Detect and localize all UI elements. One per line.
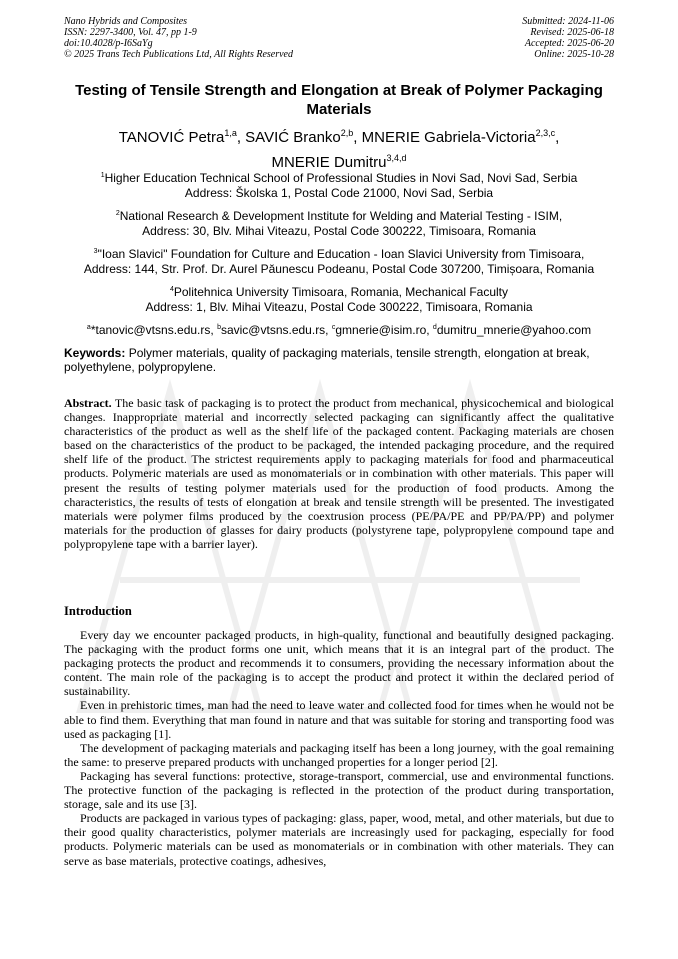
affiliation-line: National Research & Development Institute for Welding and Material Testing - ISIM,: [119, 209, 563, 223]
affiliation: [64, 282, 614, 315]
affiliation-line: "Ioan Slavici" Foundation for Culture and Education - Ioan Slavici University from Timisoara,: [97, 247, 585, 261]
journal-issn: ISSN: 2297-3400, Vol. 47, pp 1-9: [64, 27, 197, 38]
email-sup: b: [217, 324, 221, 331]
keywords-label: Keywords:: [64, 346, 126, 360]
paragraph: The development of packaging materials and packaging itself has been a long journey, with the goal remaining the same: to preserve prepared products with unchanged properties for a longer period [2].: [64, 740, 614, 769]
email-link[interactable]: gmnerie@isim.ro,: [335, 323, 430, 337]
affiliation-line: Higher Education Technical School of Professional Studies in Novi Sad, Novi Sad, Serbia: [104, 171, 578, 185]
affiliation-address: Address: 144, Str. Prof. Dr. Aurel Păunescu Podeanu, Postal Code 307200, Timișoara, Romania: [83, 262, 595, 276]
keywords-text: Polymer materials, quality of packaging materials, tensile strength, elongation at break, polyethylene, polypropylene.: [64, 346, 590, 374]
date-revised: Revised: 2025-06-18: [530, 27, 614, 38]
affiliation-address: Address: 30, Blv. Mihai Viteazu, Postal Code 300222, Timisoara, Romania: [142, 224, 536, 238]
date-accepted: Accepted: 2025-06-20: [524, 38, 614, 49]
journal-doi: doi:10.4028/p-I6SaYg: [64, 38, 153, 49]
affiliation-address: Address: Školska 1, Postal Code 21000, Novi Sad, Serbia: [184, 186, 494, 200]
affiliation-number: 4: [169, 286, 174, 293]
affiliations: [64, 168, 614, 338]
email-sup: a: [86, 324, 91, 331]
abstract-label: Abstract.: [64, 396, 112, 410]
section-heading-introduction: Introduction: [64, 604, 132, 618]
author-affil-sup: 1,a: [224, 128, 237, 138]
paper-title: Testing of Tensile Strength and Elongation at Break of Polymer Packaging Materials: [75, 82, 603, 118]
affiliation: [64, 244, 614, 277]
affiliation-number: 1: [100, 172, 105, 179]
author-list: TANOVIĆ Petra$^{1,a}$, SAVIĆ Branko$^{2,b}$, MNERIE Gabriela-Victoria$^{2,3,c}$, MNERIE Dumitru$^{3,4,d}$: [118, 128, 560, 171]
affiliation: [64, 168, 614, 201]
keywords: [64, 346, 614, 374]
paragraph: Packaging has several functions: protective, storage-transport, commercial, use and environmental functions. The protective function of the packaging is reflected in the protection of the product during transportation, storage, sale and its use [3].: [64, 768, 614, 812]
abstract-text: The basic task of packaging is to protect the product from mechanical, physicochemical and biological changes. Inappropriate material and incorrectly selected packaging can significantly affect the qualitative characteristics of the product as well as the shelf life of the packaged content. Packaging materials are chosen based on the characteristics of the product to be packaged, the intended packaging procedure, and the required shelf life of the product. The strictest requirements apply to packaging materials for food and pharmaceutical products. Polymeric materials are used as monomaterials or in combination with other materials. This paper will present the results of testing polymer materials used for the production of food products. Among the characteristics, the results of tests of elongation at break and tensile strength will be presented. The investigated materials were polymer films produced by the coextrusion process (PE/PA/PE and PP/PA/PP) and polymer materials for the production of glasses for dairy products (polystyrene tape, polypropylene compound tape and polypropylene tape with a barrier layer).: [64, 396, 614, 551]
email-sup: d: [432, 324, 437, 331]
author-name: MNERIE Dumitru: [271, 154, 387, 171]
paragraph: Every day we encounter packaged products, in high-quality, functional and beautifully designed packaging. The packaging with the product forms one unit, which means that it is an integral part of the product. The packaging protects the product and recommends it to consumers, providing the necessary information about the content. The main role of the packaging is to accept the product and protect it within the declared period of sustainability.: [64, 628, 614, 699]
introduction-body: [64, 628, 614, 868]
email-link[interactable]: *tanovic@vtsns.edu.rs,: [90, 323, 214, 337]
author-name: MNERIE Gabriela-Victoria: [361, 129, 536, 146]
author-name: TANOVIĆ Petra: [118, 129, 225, 146]
affiliation-number: 3: [93, 248, 98, 255]
date-online: Online: 2025-10-28: [534, 49, 614, 60]
affiliation-address: Address: 1, Blv. Mihai Viteazu, Postal Code 300222, Timisoara, Romania: [145, 300, 533, 314]
author-affil-sup: 2,b: [340, 128, 354, 138]
author-name: SAVIĆ Branko: [245, 129, 341, 146]
date-submitted: Submitted: 2024-11-06: [522, 16, 614, 27]
paragraph: Even in prehistoric times, man had the need to leave water and collected food for times when he would not be able to find them. Everything that man found in nature and that was suitable for storing and transporting food was used as packaging [1].: [64, 698, 614, 741]
abstract: [64, 396, 614, 551]
email-link[interactable]: savic@vtsns.edu.rs,: [220, 323, 329, 337]
paragraph: Products are packaged in various types of packaging: glass, paper, wood, metal, and other materials, but due to their good quality characteristics, polymer materials are increasingly used for packaging, especially for food products. Polymeric materials can be used as monomaterials or in combination with other materials. They can serve as base materials, protective coatings, adhesives,: [64, 811, 614, 868]
author-affil-sup: 3,4,d: [386, 153, 407, 163]
affiliation-line: Politehnica University Timisoara, Romania, Mechanical Faculty: [173, 285, 509, 299]
dates-header: [522, 16, 614, 60]
affiliation: [64, 206, 614, 239]
author-emails: [64, 320, 614, 338]
author-affil-sup: 2,3,c: [535, 128, 556, 138]
email-sup: c: [331, 324, 336, 331]
journal-copyright: © 2025 Trans Tech Publications Ltd, All Rights Reserved: [64, 49, 293, 60]
journal-name: Nano Hybrids and Composites: [64, 16, 188, 27]
journal-header: [64, 16, 293, 60]
affiliation-number: 2: [115, 210, 120, 217]
email-link[interactable]: dumitru_mnerie@yahoo.com: [436, 323, 592, 337]
